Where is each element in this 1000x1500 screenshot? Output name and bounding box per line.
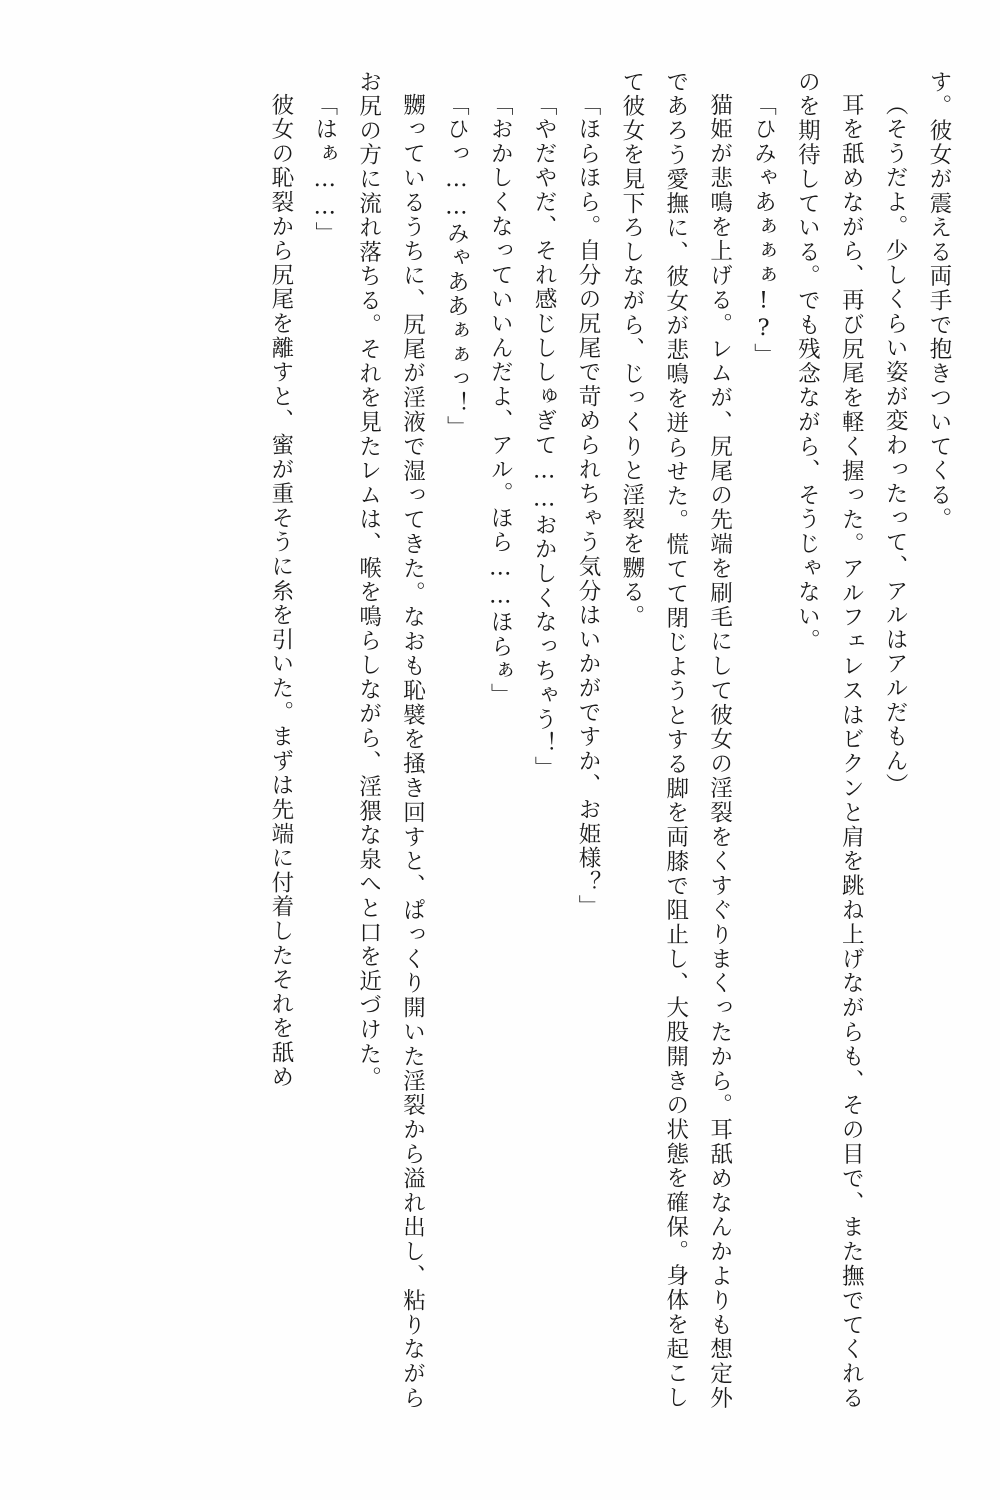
paragraph: 嬲っているうちに、尻尾が淫液で湿ってきた。なおも恥襞を掻き回すと、ぱっくり開いた淫裂から溢れ出し、粘りながらお尻の方に流れ落ちる。それを見たレムは、喉を鳴らしながら、淫猥な泉へと口を近づけた。	[355, 70, 426, 1410]
paragraph: 「ひっ……みゃああぁぁっ！」	[443, 92, 470, 440]
paragraph: 彼女の恥裂から尻尾を離すと、蜜が重そうに糸を引いた。まずは先端に付着したそれを舐め	[267, 92, 294, 1089]
paragraph: 「はぁ……」	[311, 92, 338, 246]
paragraph: 「ほらほら。自分の尻尾で苛められちゃう気分はいかがですか、お姫様？」	[575, 92, 601, 919]
paragraph: 「やだやだ、それ感じししゅぎて……おかしくなっちゃう！」	[531, 92, 558, 780]
paragraph: す。彼女が震える両手で抱きついてくる。	[926, 70, 952, 532]
paragraph: 猫姫が悲鳴を上げる。レムが、尻尾の先端を刷毛にして彼女の淫裂をくすぐりまくったから。耳舐めなんかよりも想定外であろう愛撫に、彼女が悲鳴を迸らせた。慌てて閉じようとする脚を両膝で阻止し、大股開きの状態を確保。身体を起こして彼女を見下ろしながら、じっくりと淫裂を嬲る。	[618, 70, 733, 1410]
vertical-body-text	[40, 70, 960, 1410]
paragraph: 「ひみゃあぁぁぁ!?」	[750, 92, 777, 367]
paragraph: 耳を舐めながら、再び尻尾を軽く握った。アルフェレスはビクンと肩を跳ね上げながらも、その目で、また撫でてくれるのを期待している。でも残念ながら、そうじゃない。	[794, 70, 865, 1410]
paragraph: （そうだよ。少しくらい姿が変わったって、アルはアルだもん）	[882, 92, 909, 798]
paragraph: 「おかしくなっていいんだよ、アル。ほら……ほらぁ」	[487, 92, 514, 707]
